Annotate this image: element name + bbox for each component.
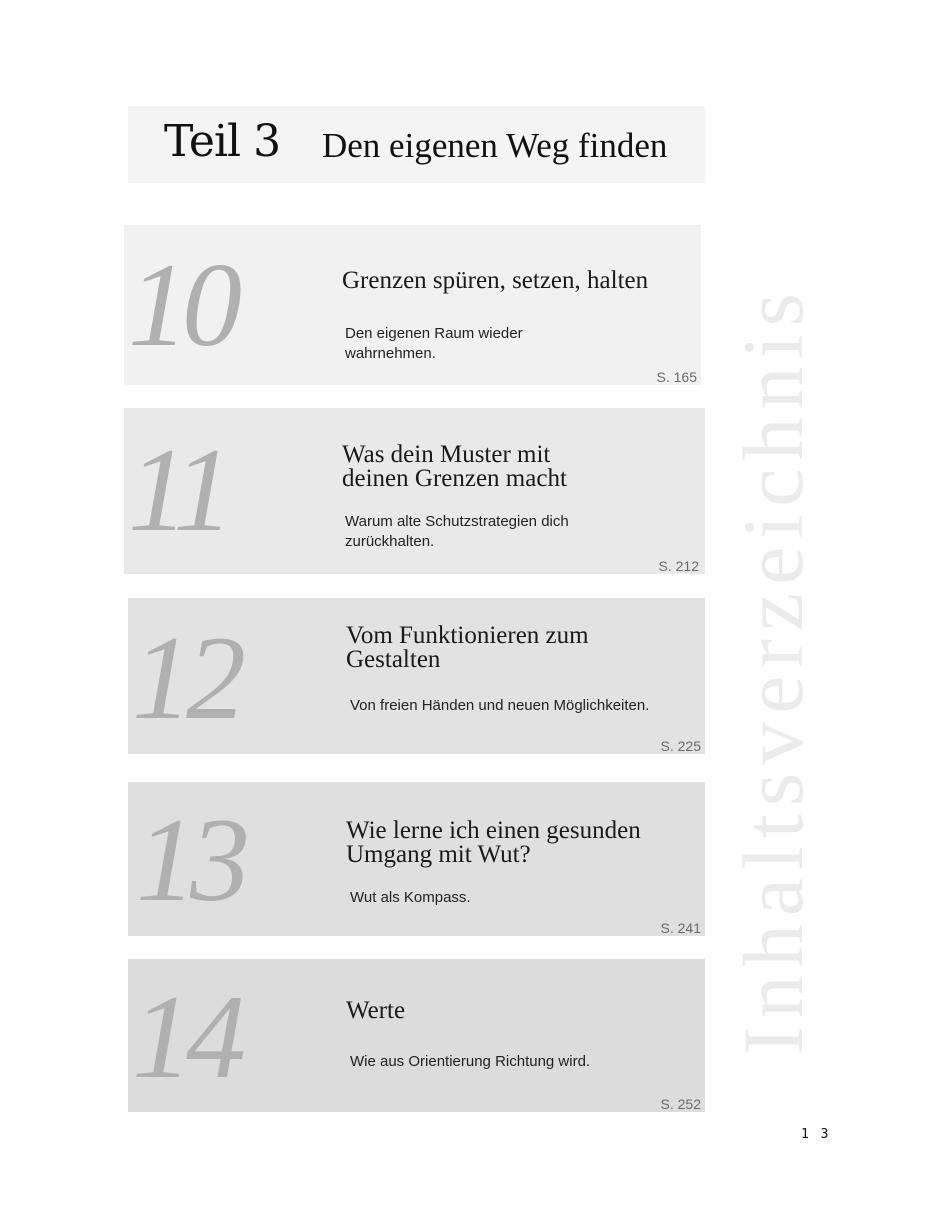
chapter-13-card[interactable] bbox=[128, 782, 705, 936]
chapter-page: S. 165 bbox=[656, 369, 697, 385]
chapter-10-card[interactable] bbox=[124, 225, 701, 385]
chapter-title: Vom Funktionieren zum Gestalten bbox=[346, 622, 589, 673]
chapter-title: Was dein Muster mit deinen Grenzen macht bbox=[342, 441, 567, 492]
side-title-container bbox=[725, 230, 821, 1110]
chapter-description: Warum alte Schutzstrategien dich zurückhalten. bbox=[345, 513, 569, 550]
chapter-number: 10 bbox=[128, 238, 236, 371]
part-label: Teil 3 bbox=[164, 116, 281, 167]
chapter-number: 12 bbox=[132, 611, 240, 744]
chapter-number: 14 bbox=[132, 970, 240, 1103]
chapter-description: Den eigenen Raum wieder wahrnehmen. bbox=[345, 325, 523, 362]
chapter-title: Werte bbox=[346, 997, 406, 1024]
chapter-description: Wie aus Orientierung Richtung wird. bbox=[350, 1053, 591, 1070]
side-title: Inhaltsverzeichnis bbox=[725, 285, 821, 1055]
part-header bbox=[128, 106, 705, 183]
part-title: Den eigenen Weg finden bbox=[322, 126, 668, 165]
chapter-page: S. 225 bbox=[660, 738, 701, 754]
chapter-number: 13 bbox=[136, 793, 244, 926]
chapter-12-card[interactable] bbox=[128, 598, 705, 754]
page-number: 1 3 bbox=[801, 1127, 831, 1142]
chapter-page: S. 241 bbox=[660, 920, 701, 936]
chapter-title: Wie lerne ich einen gesunden Umgang mit Wut? bbox=[346, 817, 641, 868]
chapter-page: S. 252 bbox=[660, 1096, 701, 1112]
chapter-14-card[interactable] bbox=[128, 959, 705, 1112]
chapter-11-card[interactable] bbox=[124, 408, 705, 574]
chapter-number: 11 bbox=[128, 423, 228, 556]
chapter-description: Wut als Kompass. bbox=[350, 889, 471, 906]
chapter-description: Von freien Händen und neuen Möglichkeiten. bbox=[350, 697, 650, 714]
chapter-title: Grenzen spüren, setzen, halten bbox=[342, 267, 649, 294]
chapter-page: S. 212 bbox=[658, 558, 699, 574]
